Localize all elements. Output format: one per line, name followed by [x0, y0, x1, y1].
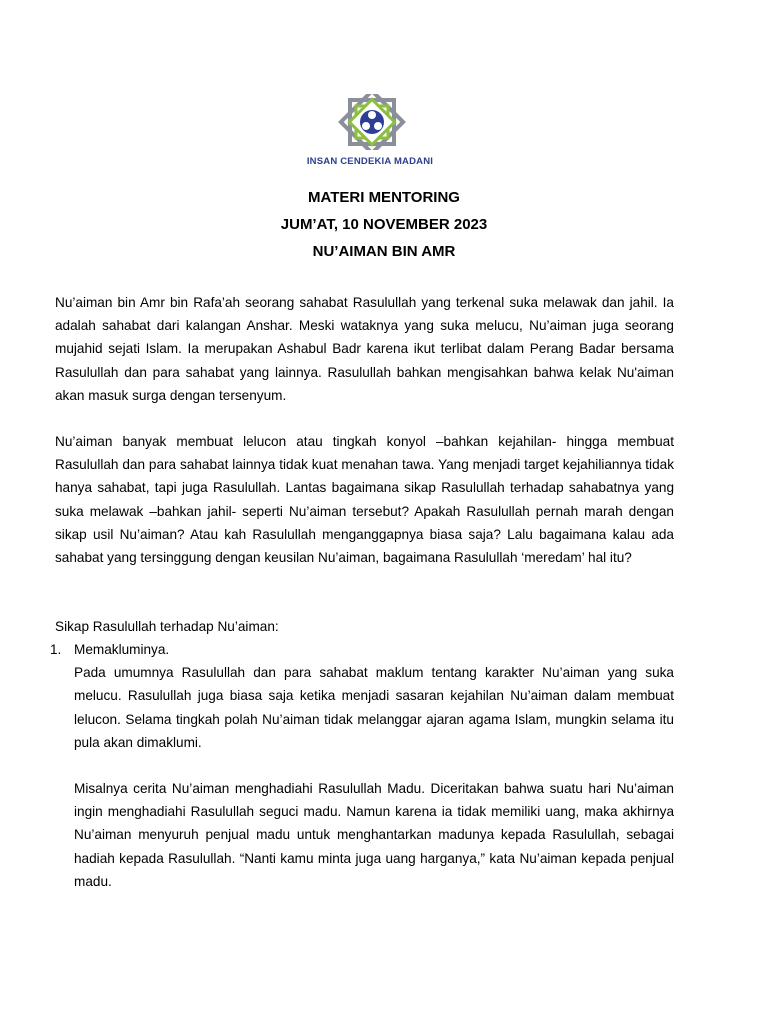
- list-item-title: Memakluminya.: [74, 642, 170, 657]
- document-subject: NU’AIMAN BIN AMR: [312, 243, 456, 260]
- list-item-example-paragraph: Misalnya cerita Nu’aiman menghadiahi Rasulullah Madu. Diceritakan bahwa suatu hari Nu’aiman ingin menghadiahi Rasulullah seguci madu. Namun karena ia tidak memiliki uang, maka akhirnya Nu’aiman menyuruh penjual madu untuk menghantarkan madunya kepada Rasulullah, sebagai hadiah kepada Rasulullah. “Nanti kamu minta juga uang harganya,” kata Nu’aiman kepada penjual madu.: [74, 781, 674, 889]
- paragraph-list-intro: Sikap Rasulullah terhadap Nu’aiman:: [55, 619, 279, 634]
- list-item: [74, 638, 674, 893]
- logo-text: INSAN CENDEKIA MADANI: [306, 156, 434, 167]
- document-title: MATERI MENTORING: [308, 189, 460, 206]
- paragraph-question: Nu’aiman banyak membuat lelucon atau tingkah konyol –bahkan kejahilan- hingga membuat Rasulullah dan para sahabat lainnya tidak kuat menahan tawa. Yang menjadi target kejahiliannya tidak hanya sahabat, tapi juga Rasulullah. Lantas bagaimana sikap Rasulullah terhadap sahabatnya yang suka melawak –bahkan jahil- seperti Nu’aiman tersebut? Apakah Rasulullah pernah marah dengan sikap usil Nu’aiman? Atau kah Rasulullah menganggapnya biasa saja? Lalu bagaimana kalau ada sahabat yang tersinggung dengan keusilan Nu’aiman, bagaimana Rasulullah ‘meredam’ hal itu?: [55, 434, 674, 566]
- document-header: [0, 184, 768, 265]
- paragraph-intro: Nu’aiman bin Amr bin Rafa’ah seorang sahabat Rasulullah yang terkenal suka melawak dan jahil. Ia adalah sahabat dari kalangan Anshar. Meski wataknya yang suka melucu, Nu’aiman juga seorang mujahid sejati Islam. Ia merupakan Ashabul Badr karena ikut terlibat dalam Perang Badar bersama Rasulullah dan para sahabat yang lainnya. Rasulullah bahkan mengisahkan bahwa kelak Nu'aiman akan masuk surga dengan tersenyum.: [55, 295, 674, 403]
- list-item-number: 1.: [50, 642, 62, 657]
- list-item-paragraph: Pada umumnya Rasulullah dan para sahabat maklum tentang karakter Nu’aiman yang suka melucu. Rasulullah juga biasa saja ketika menjadi sasaran kejahilan Nu’aiman dalam membuat lelucon. Selama tingkah polah Nu’aiman tidak melanggar ajaran agama Islam, mungkin selama itu pula akan dimaklumi.: [74, 665, 674, 750]
- document-date: JUM’AT, 10 NOVEMBER 2023: [280, 216, 488, 233]
- logo-icon: [336, 94, 408, 150]
